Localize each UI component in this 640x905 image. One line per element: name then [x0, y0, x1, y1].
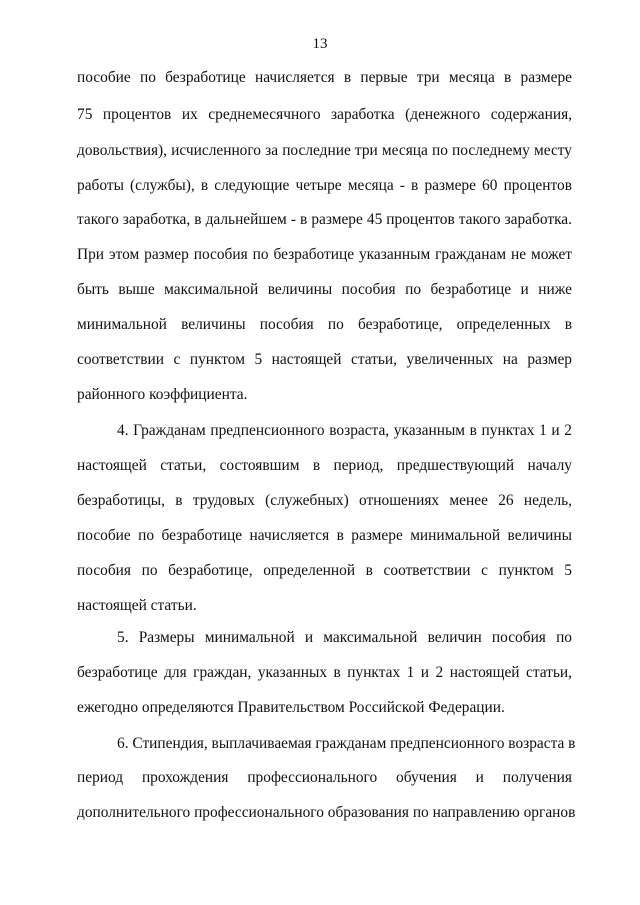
text-line: пособие по безработице начисляется в размере минимальной величины: [77, 527, 572, 544]
text-line: быть выше максимальной величины пособия по безработице и ниже: [77, 281, 572, 298]
paragraph-5-first-line: 5. Размеры минимальной и максимальной величин пособия по: [117, 629, 572, 646]
text-line: период прохождения профессионального обучения и получения: [77, 769, 572, 786]
text-line: дополнительного профессионального образования по направлению органов: [77, 804, 576, 821]
text-line: районного коэффициента.: [77, 386, 248, 403]
text-line: пособия по безработице, определенной в соответствии с пунктом 5: [77, 562, 572, 579]
text-line: безработицы, в трудовых (служебных) отношениях менее 26 недель,: [77, 492, 572, 509]
text-line: работы (службы), в следующие четыре месяца - в размере 60 процентов: [77, 177, 572, 194]
text-line: минимальной величины пособия по безработице, определенных в: [77, 316, 572, 333]
text-line: настоящей статьи, состоявшим в период, предшествующий началу: [77, 457, 572, 474]
text-line: соответствии с пунктом 5 настоящей статьи, увеличенных на размер: [77, 351, 572, 368]
page-number: 13: [312, 36, 328, 52]
text-line: ежегодно определяются Правительством Российской Федерации.: [77, 699, 505, 716]
text-line: 75 процентов их среднемесячного заработка (денежного содержания,: [77, 106, 572, 123]
text-line: такого заработка, в дальнейшем - в размере 45 процентов такого заработка.: [77, 211, 572, 228]
text-line: пособие по безработице начисляется в первые три месяца в размере: [77, 69, 572, 86]
paragraph-4-first-line: 4. Гражданам предпенсионного возраста, указанным в пунктах 1 и 2: [117, 422, 572, 439]
paragraph-6-first-line: 6. Стипендия, выплачиваемая гражданам предпенсионного возраста в: [117, 735, 576, 752]
text-line: безработице для граждан, указанных в пунктах 1 и 2 настоящей статьи,: [77, 664, 572, 681]
text-line: довольствия), исчисленного за последние три месяца по последнему месту: [77, 142, 572, 159]
text-line: настоящей статьи.: [77, 597, 197, 614]
text-line: При этом размер пособия по безработице указанным гражданам не может: [77, 246, 572, 263]
